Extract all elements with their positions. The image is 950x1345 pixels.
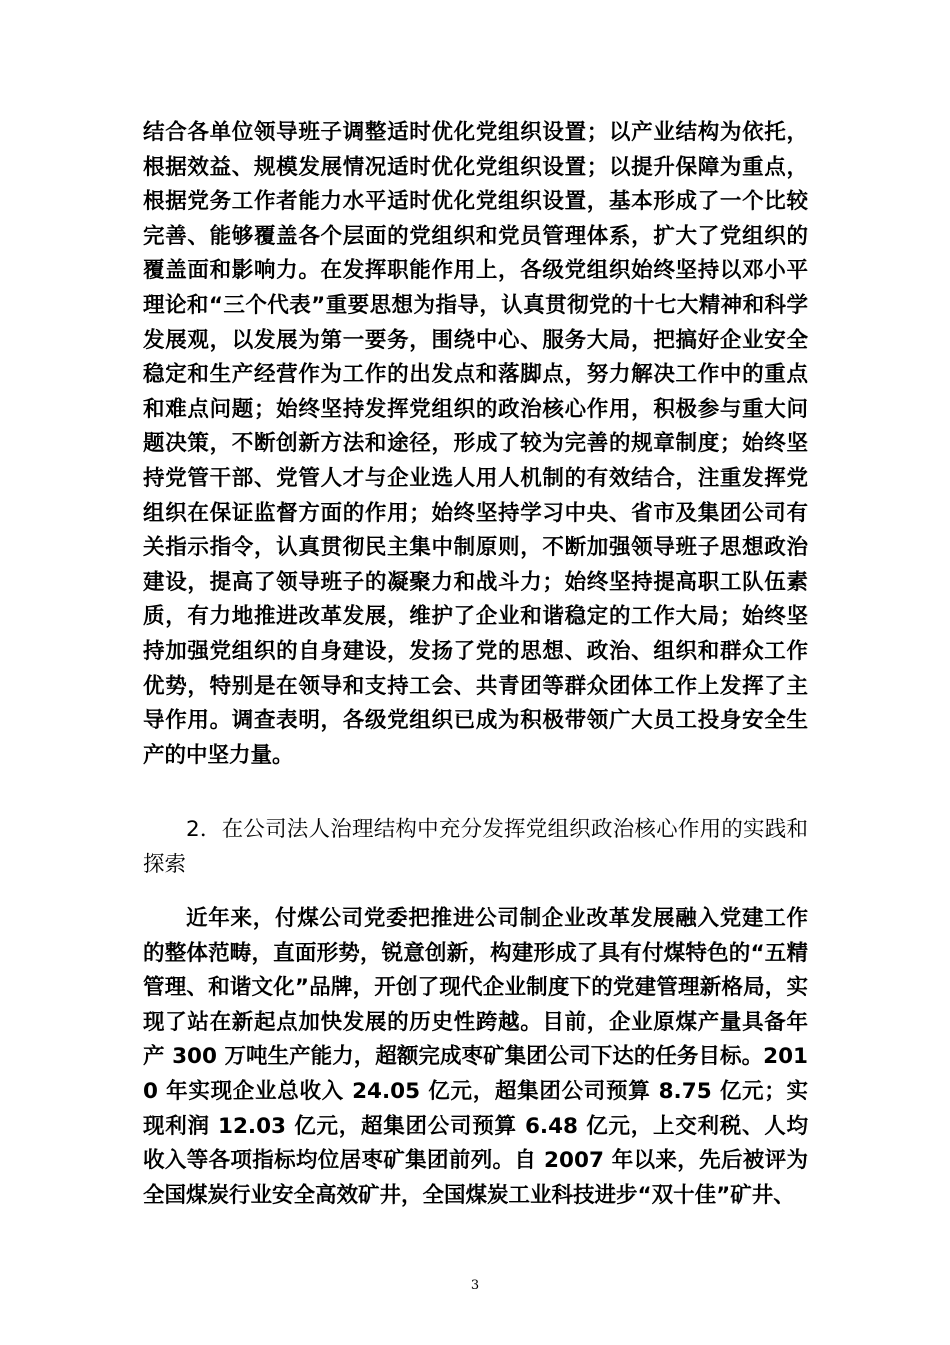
page-number: 3 (470, 1278, 480, 1293)
body-paragraph: 近年来，付煤公司党委把推进公司制企业改革发展融入党建工作的整体范畴，直面形势，锐意创新，构建形成了具有付煤特色的“五精管理、和谐文化”品牌，开创了现代企业制度下的党建管理新格局，实现了站在新起点加快发展的历史性跨越。目前，企业原煤产量具备年产 300 万吨生产能力，超额完成枣矿集团公司下达的任务目标。2010 年实现企业总收入 24.05 亿元，超集团公司预算 8.75 亿元；实现利润 12.03 亿元，超集团公司预算 6.48 亿元，上交利税、人均收入等各项指标均位居枣矿集团前列。自 2007 年以来，先后被评为全国煤炭行业安全高效矿井，全国煤炭工业科技进步“双十佳”矿井、 (143, 906, 808, 1208)
body-paragraph: 结合各单位领导班子调整适时优化党组织设置；以产业结构为依托，根据效益、规模发展情况适时优化党组织设置；以提升保障为重点，根据党务工作者能力水平适时优化党组织设置，基本形成了一个比较完善、能够覆盖各个层面的党组织和党员管理体系，扩大了党组织的覆盖面和影响力。在发挥职能作用上，各级党组织始终坚持以邓小平理论和“三个代表”重要思想为指导，认真贯彻党的十七大精神和科学发展观，以发展为第一要务，围绕中心、服务大局，把搞好企业安全稳定和生产经营作为工作的出发点和落脚点，努力解决工作中的重点和难点问题；始终坚持发挥党组织的政治核心作用，积极参与重大问题决策，不断创新方法和途径，形成了较为完善的规章制度；始终坚持党管干部、党管人才与企业选人用人机制的有效结合，注重发挥党组织在保证监督方面的作用；始终坚持学习中央、省市及集团公司有关指示指令，认真贯彻民主集中制原则，不断加强领导班子思想政治建设，提高了领导班子的凝聚力和战斗力；始终坚持提高职工队伍素质，有力地推进改革发展，维护了企业和谐稳定的工作大局；始终坚持加强党组织的自身建设，发扬了党的思想、政治、组织和群众工作优势，特别是在领导和支持工会、共青团等群众团体工作上发挥了主导作用。调查表明，各级党组织已成为积极带领广大员工投身安全生产的中坚力量。 (143, 120, 808, 768)
section-heading: 2．在公司法人治理结构中充分发挥党组织政治核心作用的实践和探索 (143, 817, 808, 877)
